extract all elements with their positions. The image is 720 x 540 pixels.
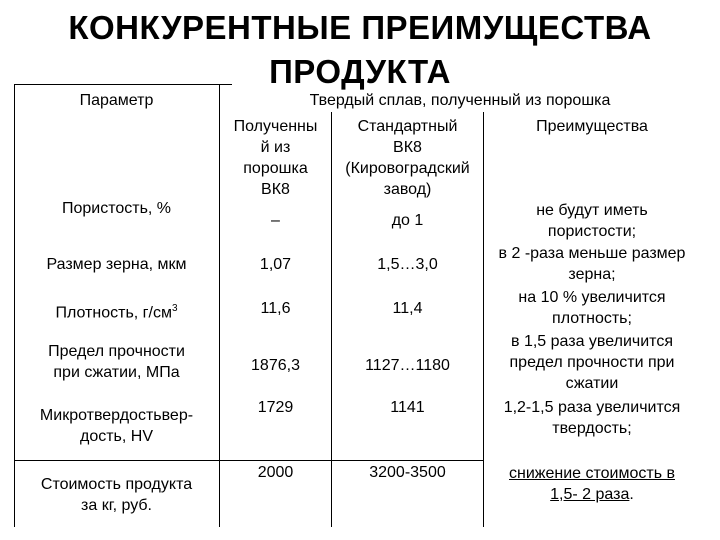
row-porosity-powder: – xyxy=(271,212,280,229)
row-grain-advantage: в 2 -раза меньше размер зерна; xyxy=(498,245,686,283)
row-grain-powder: 1,07 xyxy=(259,256,292,273)
header-powder: Полученны й из порошка ВК8 xyxy=(233,118,318,198)
row-density-powder: 11,6 xyxy=(260,300,291,317)
title-line-1: КОНКУРЕНТНЫЕ ПРЕИМУЩЕСТВА xyxy=(68,9,652,46)
header-group: Твердый сплав, полученный из порошка xyxy=(309,92,611,109)
row-cost-standard: 3200-3500 xyxy=(369,464,446,481)
row-grain-standard: 1,5…3,0 xyxy=(377,256,438,273)
row-divider-last xyxy=(14,460,484,461)
row-density-standard: 11,4 xyxy=(392,300,423,317)
row-strength-powder: 1876,3 xyxy=(251,357,300,374)
header-standard: Стандартный ВК8 (Кировоградский завод) xyxy=(345,118,470,198)
row-strength-standard: 1127…1180 xyxy=(365,357,450,374)
row-cost-advantage: снижение стоимость в 1,5- 2 раза. xyxy=(509,465,675,503)
header-advantages: Преимущества xyxy=(536,118,648,135)
row-grain-param: Размер зерна, мкм xyxy=(46,256,187,273)
row-density-advantage: на 10 % увеличится плотность; xyxy=(518,289,666,327)
row-hardness-advantage: 1,2-1,5 раза увеличится твердость; xyxy=(503,399,681,437)
row-hardness-standard: 1141 xyxy=(390,399,425,416)
row-strength-param: Предел прочности при сжатии, МПа xyxy=(48,343,185,381)
row-cost-powder: 2000 xyxy=(257,464,294,481)
row-cost-param: Стоимость продукта за кг, руб. xyxy=(40,476,193,514)
row-porosity-standard: до 1 xyxy=(391,212,424,229)
row-density-param: Плотность, $г/см^3$ xyxy=(55,303,178,322)
row-porosity-advantage: не будут иметь пористости; xyxy=(536,202,648,240)
superscript-3: 3 xyxy=(171,303,178,314)
row-strength-advantage: в 1,5 раза увеличится предел прочности при сжатии xyxy=(509,333,675,392)
slide-title xyxy=(0,6,720,94)
row-porosity-param: Пористость, % xyxy=(61,200,172,217)
row-hardness-powder: 1729 xyxy=(257,399,294,416)
header-parameter: Параметр xyxy=(79,92,154,109)
row-hardness-param: Микротвердостьвер- дость, HV xyxy=(39,407,194,445)
table-top-border-left xyxy=(14,84,232,85)
title-line-2: ПРОДУКТА xyxy=(269,53,451,90)
